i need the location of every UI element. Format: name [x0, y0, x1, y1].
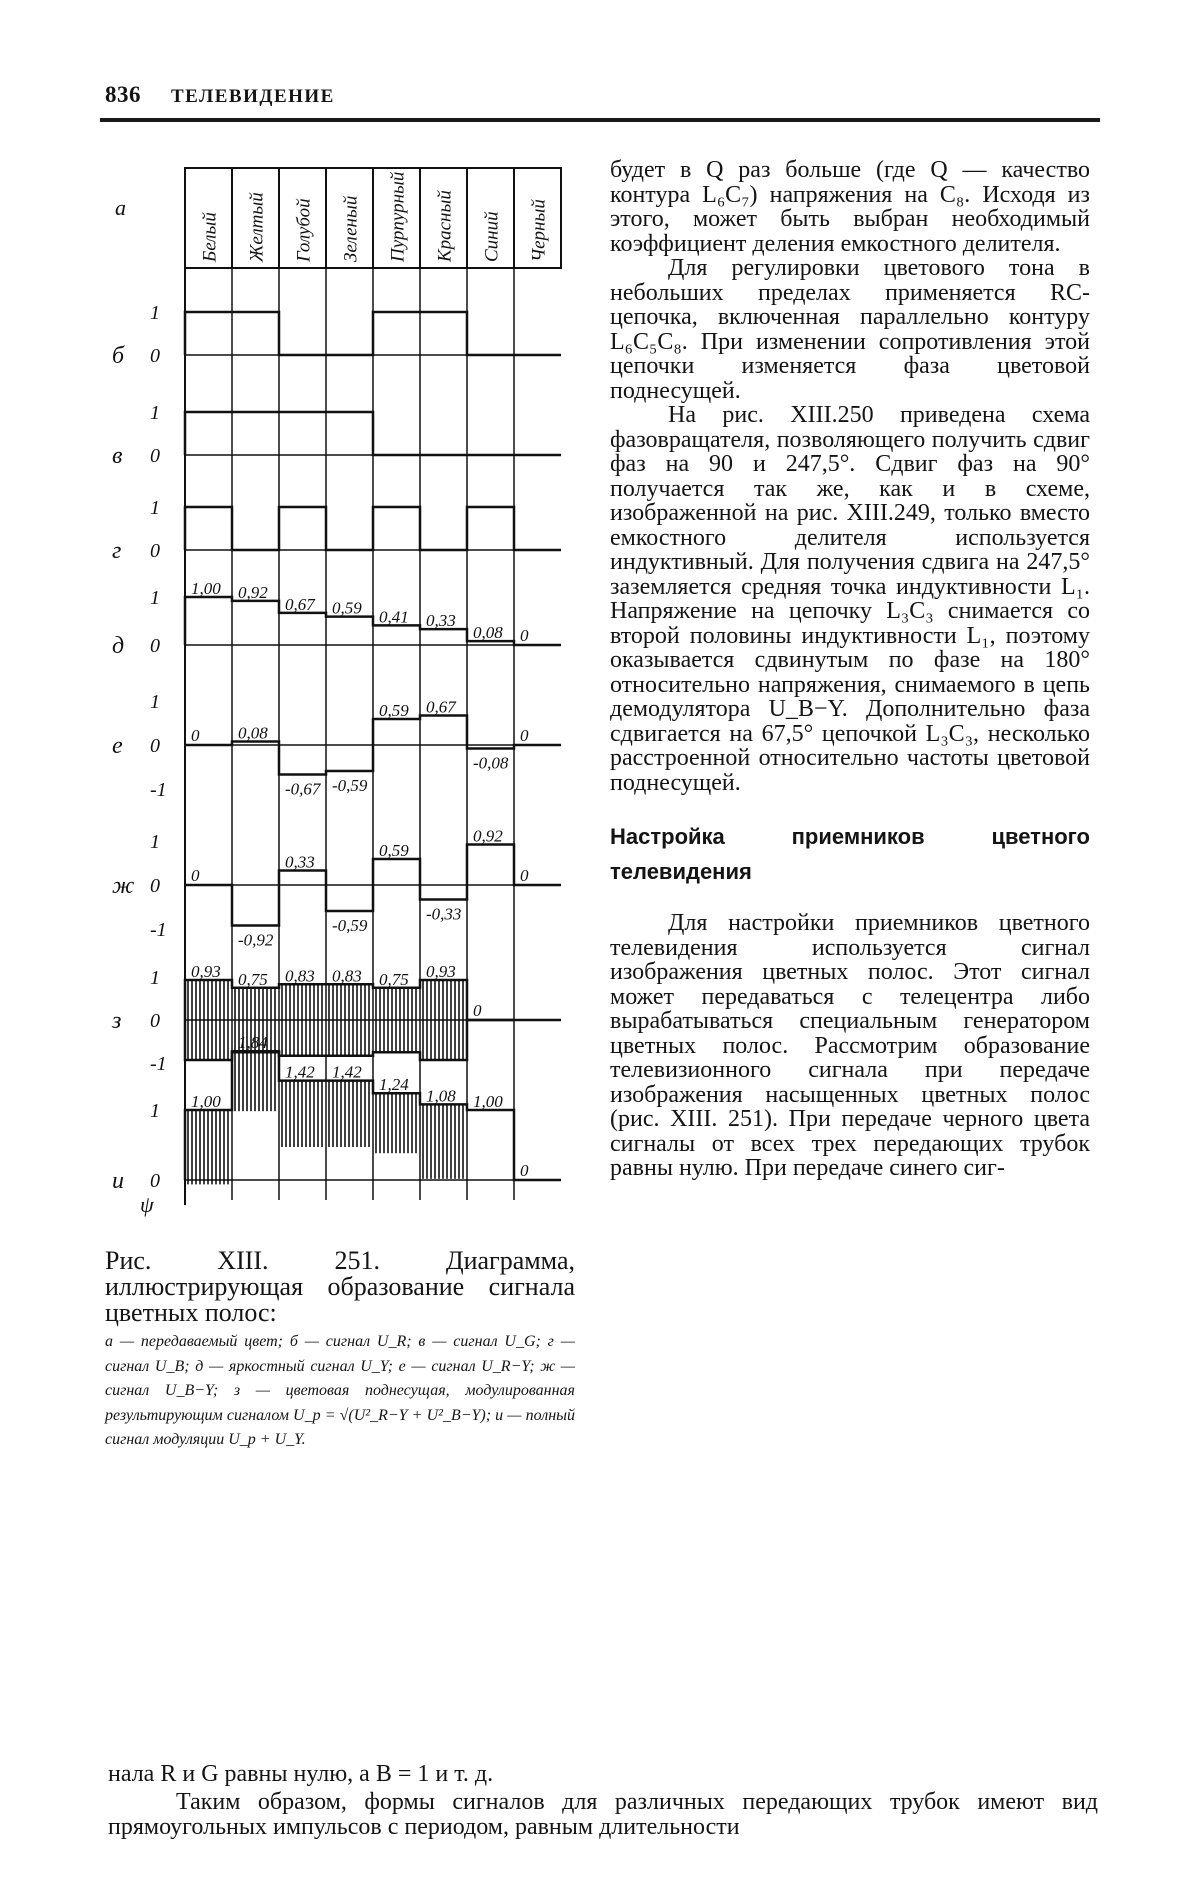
- axis-end-label: ψ: [140, 1192, 154, 1217]
- color-name-label: Красный: [434, 190, 456, 262]
- value-label: 0,75: [238, 969, 268, 989]
- value-label: -0,59: [332, 915, 368, 935]
- row-letter: б: [112, 343, 125, 369]
- figure-caption: Рис. XIII. 251. Диаграмма, иллюстрирующая образование сигнала цветных полос:: [105, 1246, 575, 1327]
- section-heading: Настройка приемников цветного телевидения: [610, 824, 1090, 884]
- value-label: 1,42: [285, 1062, 315, 1082]
- paragraph-4: Для настройки приемников цветного телевидения используется сигнал изображения цветных полос. Этот сигнал может передаваться с телецентра либо вырабатываться специальным генератором цветных полос. Рассмотрим образование телевизионного сигнала при передаче изображения насыщенных цветных полос (рис. XIII. 251). При передаче черного цвета сигналы от всех трех передающих трубок равны нулю. При передаче синего сиг-: [610, 910, 1090, 1181]
- value-label: 1,00: [473, 1092, 503, 1111]
- axis-tick-label: 0: [150, 875, 160, 897]
- axis-tick-label: 0: [150, 635, 160, 657]
- value-label: 0,67: [285, 594, 315, 614]
- row-letter: д: [112, 633, 125, 659]
- color-name-label: Пурпурный: [387, 171, 409, 262]
- row-letter: и: [112, 1168, 124, 1194]
- color-name-label: Белый: [199, 212, 221, 262]
- axis-tick-label: 0: [150, 735, 160, 757]
- page-number: 836: [105, 82, 141, 107]
- axis-tick-label: 1: [150, 1100, 160, 1122]
- axis-tick-label: 1: [150, 691, 160, 713]
- value-label: 0,59: [379, 841, 409, 861]
- paragraph-3: На рис. XIII.250 приведена схема фазовращателя, позволяющего получить сдвиг фаз на 90 и 247,5°. Сдвиг фаз на 90° получается так же, как и в схеме, изображенной на рис. XIII.249, только вместо емкостного делителя используется индуктивный. Для получения сдвига на 247,5° заземляется средняя точка индуктивности L₁. Напряжение на цепочку L₃C₃ снимается со второй половины индуктивности L₁, поэтому оказывается сдвинутым по фазе на 180° относительно напряжения, снимаемого в цепь демодулятора U_B−Y. Дополнительно фаза сдвигается на 67,5° цепочкой L₃C₃, несколько расстроенной относительно частоты цветовой поднесущей.: [610, 402, 1090, 796]
- value-label: 1,84: [238, 1033, 268, 1053]
- color-name-label: Голубой: [293, 198, 315, 262]
- row-letter: е: [112, 733, 123, 759]
- value-label: 0,93: [191, 962, 221, 982]
- axis-tick-label: -1: [150, 779, 167, 801]
- paragraph-1: будет в Q раз больше (где Q — качество контура L₆C₇) напряжения на C₈. Исходя из этого, может быть выбран необходимый коэффициент деления емкостного делителя.: [610, 157, 1090, 257]
- header-rule: [100, 118, 1100, 122]
- row-letter: ж: [112, 873, 135, 899]
- value-label: -0,59: [332, 775, 368, 795]
- value-label: 1,00: [191, 579, 221, 598]
- value-label: 0: [520, 626, 529, 645]
- axis-tick-label: 1: [150, 402, 160, 424]
- running-title: ТЕЛЕВИДЕНИЕ: [171, 86, 335, 107]
- color-name-label: Зеленый: [340, 195, 362, 262]
- axis-tick-label: 1: [150, 967, 160, 989]
- value-label: 0: [191, 866, 200, 885]
- axis-tick-label: 1: [150, 302, 160, 324]
- value-label: 0,33: [426, 611, 456, 631]
- axis-tick-label: 0: [150, 1010, 160, 1032]
- value-label: -0,08: [473, 753, 509, 773]
- value-label: 0,92: [473, 826, 503, 846]
- axis-tick-label: 0: [150, 540, 160, 562]
- value-label: 0,83: [285, 966, 315, 986]
- axis-tick-label: 0: [150, 445, 160, 467]
- bottom-text: Таким образом, формы сигналов для различных передающих трубок имеют вид прямоугольных импульсов с периодом, равным длительности: [108, 1789, 1098, 1840]
- value-label: 1,08: [426, 1086, 456, 1106]
- axis-tick-label: 1: [150, 497, 160, 519]
- value-label: 0,59: [379, 701, 409, 721]
- row-letter: з: [112, 1008, 122, 1034]
- axis-tick-label: 0: [150, 345, 160, 367]
- signal-waveform: [185, 412, 561, 455]
- paragraph-2: Для регулировки цветового тона в небольших пределах применяется RC-цепочка, включенная параллельно контуру L₆C₅C₈. При изменении сопротивления этой цепочки изменяется фаза цветовой поднесущей.: [610, 255, 1090, 404]
- axis-tick-label: -1: [150, 1053, 167, 1075]
- value-label: -0,92: [238, 930, 274, 950]
- row-letter: г: [112, 538, 122, 564]
- value-label: 0,93: [426, 962, 456, 982]
- value-label: 0,33: [285, 852, 315, 872]
- axis-tick-label: 1: [150, 831, 160, 853]
- axis-tick-label: -1: [150, 919, 167, 941]
- value-label: 0,92: [238, 582, 268, 602]
- value-label: 0: [520, 866, 529, 885]
- value-label: 0: [520, 1161, 529, 1180]
- axis-tick-label: 1: [150, 587, 160, 609]
- row-letter: в: [112, 443, 123, 469]
- color-bar-signal-diagram: [95, 160, 575, 1220]
- axis-tick-label: 0: [150, 1170, 160, 1192]
- color-name-label: Синий: [481, 211, 503, 262]
- figure-legend: а — передаваемый цвет; б — сигнал U_R; в — сигнал U_G; г — сигнал U_B; д — яркостный сигнал U_Y; е — сигнал U_R−Y; ж — сигнал U_B−Y; з — цветовая поднесущая, модулированная результирующим сигналом U_p = √(U²_R−Y + U²_B−Y); и — полный сигнал модуляции U_p + U_Y.: [105, 1333, 575, 1448]
- value-label: 0,59: [332, 598, 362, 618]
- value-label: 0: [191, 726, 200, 745]
- signal-waveform: [185, 507, 561, 550]
- value-label: 1,42: [332, 1062, 362, 1082]
- color-name-label: Черный: [528, 199, 550, 262]
- value-label: 0,08: [238, 723, 268, 743]
- bottom-line-1: нала R и G равны нулю, а B = 1 и т. д.: [108, 1761, 494, 1787]
- value-label: 1,00: [191, 1092, 221, 1111]
- value-label: 0,75: [379, 969, 409, 989]
- value-label: 0,83: [332, 966, 362, 986]
- value-label: -0,67: [285, 779, 321, 799]
- page-header: [105, 82, 335, 108]
- value-label: 0,41: [379, 607, 409, 627]
- value-label: 0: [473, 1001, 482, 1020]
- right-column: [610, 158, 1090, 1181]
- value-label: 0,67: [426, 697, 456, 717]
- signal-waveform: [185, 312, 561, 355]
- value-label: 0,08: [473, 623, 503, 643]
- value-label: 0: [520, 726, 529, 745]
- value-label: 1,24: [379, 1075, 409, 1095]
- color-name-label: Желтый: [246, 192, 268, 262]
- value-label: -0,33: [426, 904, 462, 924]
- row-letter: а: [115, 195, 126, 220]
